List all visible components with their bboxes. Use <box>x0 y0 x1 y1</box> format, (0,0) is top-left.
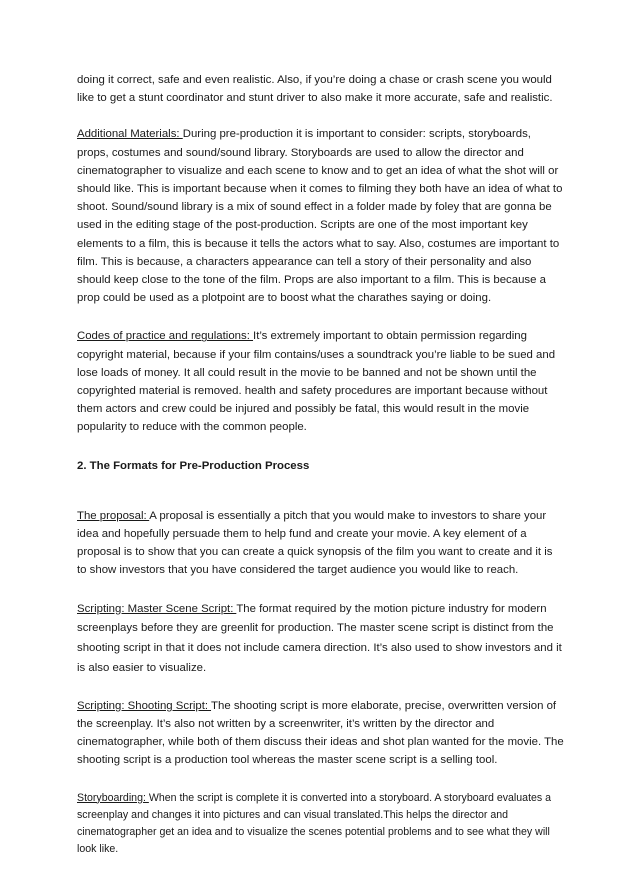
proposal-text: A proposal is essentially a pitch that you would make to investors to share your idea and hopefully persuade them to help fund and create your movie. A key element of a proposal is to show that you can create a quick synopsis of the film you want to create and it is to show investors that you have considered the target audience you would like to reach. <box>77 509 553 577</box>
proposal-label: The proposal: <box>77 509 150 522</box>
additional-materials-paragraph <box>77 125 565 307</box>
document-page <box>77 71 565 878</box>
section-heading: 2. The Formats for Pre-Production Process <box>77 459 310 472</box>
shooting-script-paragraph <box>77 697 565 770</box>
additional-materials-text: During pre-production it is important to consider: scripts, storyboards, props, costumes and sound/sound library. Storyboards are used to allow the director and cinematographer to visualize and each scene to know and to get an idea of what the shot will or should like. This is important because when it comes to filming they both have an idea of what to shoot. Sound/sound library is a mix of sound effect in a folder made by foley that are gonna be used in the editing stage of the post-production. Scripts are one of the most important key elements to a film, this is because it tells the actors what to say. Also, costumes are important to film. This is because, a characters appearance can tell a story of their personality and also should keep close to the tone of the film. Props are also important to a film. This is because a prop could be used as a plotpoint are to boost what the charathes saying or doing. <box>77 128 563 305</box>
master-scene-script-text: The format required by the motion picture industry for modern screenplays before they are greenlit for production. The master scene script is distinct from the shooting script in that it does not include camera direction. It’s also used to show investors and it is also easier to visualize. <box>77 602 562 675</box>
storyboarding-label: Storyboarding: <box>77 791 149 804</box>
shooting-script-label: Scripting: Shooting Script: <box>77 699 212 712</box>
codes-of-practice-label: Codes of practice and regulations: <box>77 330 254 343</box>
storyboarding-text: When the script is complete it is converted into a storyboard. A storyboard evaluates a screenplay and changes it into pictures and can visual translated.This helps the director and cinematographer get an idea and to visualize the scenes potential problems and to see what they will look like. <box>77 791 552 856</box>
intro-text: doing it correct, safe and even realistic. Also, if you’re doing a chase or crash scene you would like to get a stunt coordinator and stunt driver to also make it more accurate, safe and realistic. <box>77 74 553 105</box>
master-scene-script-label: Scripting: Master Scene Script: <box>77 602 237 615</box>
codes-of-practice-text: It’s extremely important to obtain permission regarding copyright material, because if your film contains/uses a soundtrack you’re liable to be sued and lose loads of money. It all could result in the movie to be banned and not be shown until the copyrighted material is removed. health and safety procedures are important because without them actors and crew could be injured and possibly be fatal, this would result in the movie popularity to reduce with the common people. <box>77 330 556 434</box>
proposal-paragraph <box>77 507 565 580</box>
codes-of-practice-paragraph <box>77 327 565 436</box>
additional-materials-label: Additional Materials: <box>77 128 183 141</box>
master-scene-script-paragraph <box>77 600 565 679</box>
intro-paragraph <box>77 71 565 107</box>
shooting-script-text: The shooting script is more elaborate, precise, overwritten version of the screenplay. It’s also not written by a screenwriter, it’s written by the director and cinematographer, while both of them discuss their ideas and shot plan wanted for the movie. The shooting script is a production tool whereas the master scene script is a selling tool. <box>77 699 564 767</box>
storyboarding-paragraph <box>77 790 565 859</box>
